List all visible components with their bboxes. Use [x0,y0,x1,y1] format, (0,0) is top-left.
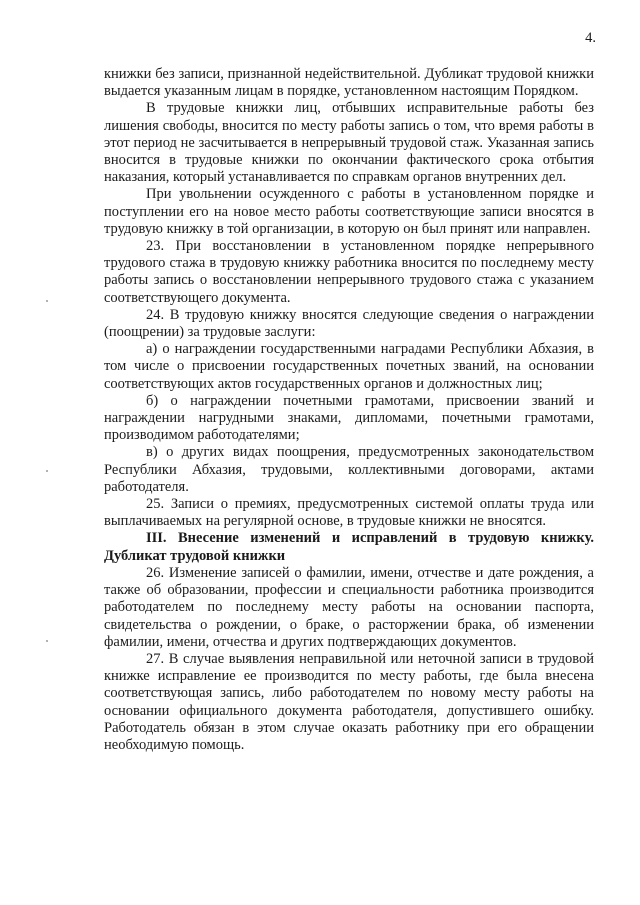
paragraph-item-24: 24. В трудовую книжку вносятся следующие сведения о награждении (поощрении) за трудовые заслуги: [104,306,594,341]
paragraph-item-24-c: в) о других видах поощрения, предусмотренных законодательством Республики Абхазия, трудовыми, коллективными договорами, актами работодателя. [104,444,594,495]
paragraph-item-24-a: а) о награждении государственными наградами Республики Абхазия, в том числе о присвоении государственных почетных званий, на основании соответствующих актов государственных органов и должностных лиц; [104,341,594,392]
paragraph-item-27: 27. В случае выявления неправильной или неточной записи в трудовой книжке исправление ее производится по месту работы, где была внесена соответствующая запись, либо работодателем по новому месту работы на основании официального документа работодателя, допустившего ошибку. Работодатель обязан в этом случае оказать работнику при его обращении необходимую помощь. [104,650,594,753]
scan-artifact-dot [46,300,48,302]
document-body [104,66,594,754]
page-number: 4. [585,30,596,46]
section-heading: III. Внесение изменений и исправлений в трудовую книжку. Дубликат трудовой книжки [104,530,594,564]
paragraph-continuation: книжки без записи, признанной недействительной. Дубликат трудовой книжки выдается указанным лицам в порядке, установленном настоящим Порядком. [104,66,594,100]
scan-artifact-dot [46,470,48,472]
paragraph-dismissal-convict: При увольнении осужденного с работы в установленном порядке и поступлении его на новое место работы соответствующие записи вносятся в трудовую книжку в той организации, в которую он был принят или направлен. [104,186,594,237]
paragraph-item-23: 23. При восстановлении в установленном порядке непрерывного трудового стажа в трудовую книжку работника вносится по последнему месту работы запись о восстановлении непрерывного трудового стажа с указанием соответствующего документа. [104,238,594,306]
paragraph-item-24-b: б) о награждении почетными грамотами, присвоении званий и награждении нагрудными знаками, дипломами, почетными грамотами, производимом работодателями; [104,392,594,444]
paragraph-item-26: 26. Изменение записей о фамилии, имени, отчестве и дате рождения, а также об образовании, профессии и специальности работника производится работодателем по последнему месту работы на основании паспорта, свидетельства о рождении, о браке, о расторжении брака, об изменении фамилии, имени, отчества и других подтверждающих документов. [104,564,594,650]
paragraph-corrective-labor: В трудовые книжки лиц, отбывших исправительные работы без лишения свободы, вносится по месту работы запись о том, что время работы в этот период не засчитывается в непрерывный трудовой стаж. Указанная запись вносится в трудовые книжки по окончании фактического срока отбытия наказания, который устанавливается по справкам органов внутренних дел. [104,100,594,186]
paragraph-item-25: 25. Записи о премиях, предусмотренных системой оплаты труда или выплачиваемых на регулярной основе, в трудовые книжки не вносятся. [104,496,594,530]
scan-artifact-dot [46,640,48,642]
